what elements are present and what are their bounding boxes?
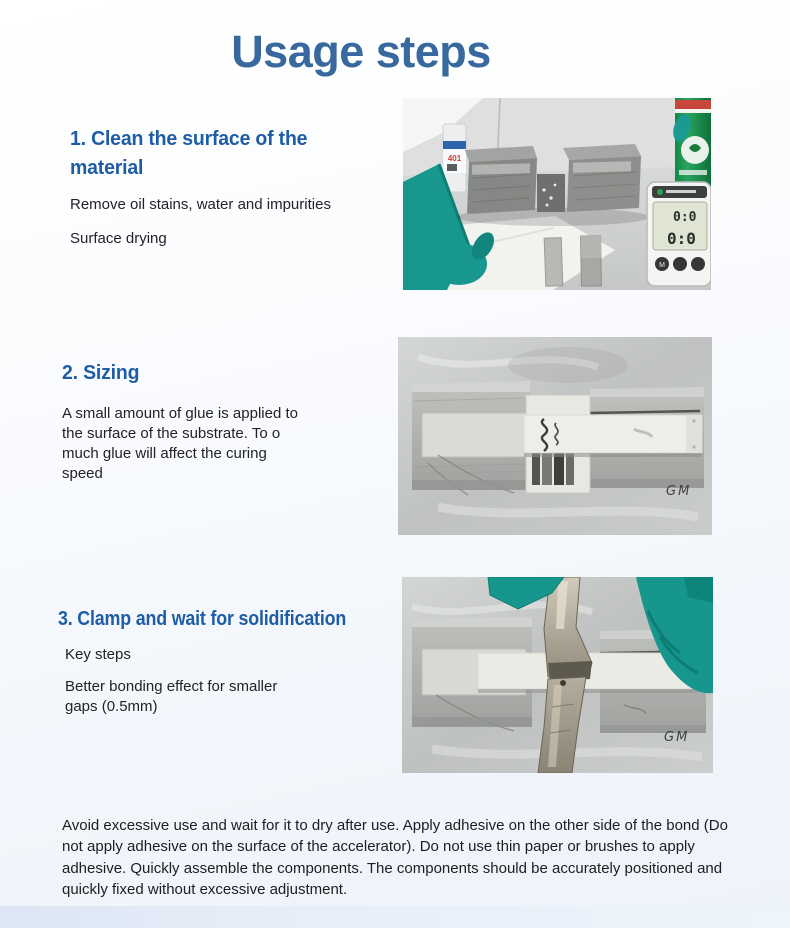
timer-button [691, 257, 705, 271]
step-2-text-block [62, 358, 312, 484]
page-title: Usage steps [231, 26, 491, 77]
glue-debris-gap [537, 174, 565, 212]
bottom-accent-bar [0, 906, 790, 928]
step-1-note: Remove oil stains, water and impurities [70, 196, 331, 214]
step-1-photo [403, 98, 711, 290]
gm-handwritten-mark: GM [666, 484, 692, 499]
usage-warning-paragraph: Avoid excessive use and wait for it to dry after use. Apply adhesive on the other side of the bond (Do not apply adhesive on the surface of the accelerator). Do not use thin paper or brushes to apply adhesive. Quickly assemble the components. The components should be accurately positioned and quickly fixed without excessive adjustment. [62, 817, 728, 898]
step-3-note: Key steps [65, 646, 131, 664]
sizing-scene-illustration [398, 337, 712, 535]
timer-display-row1: 0:0 [673, 210, 697, 225]
spray-can [670, 98, 711, 188]
timer-button [673, 257, 687, 271]
step-3-text-block [58, 604, 418, 717]
step-1-heading: 1. Clean the surface of the material [70, 127, 308, 180]
step-3-heading: 3. Clamp and wait for solidification [58, 607, 347, 630]
step-2-photo [398, 337, 712, 535]
clamping-scene-illustration [402, 577, 713, 773]
timer-display-row2: 0:0 [667, 229, 696, 248]
digital-timer [647, 182, 711, 286]
gm-handwritten-mark: GM [664, 730, 690, 745]
svg-text:M: M [659, 262, 665, 269]
step-3-photo [402, 577, 713, 773]
left-aluminium-block [412, 381, 530, 495]
bonded-strip [524, 415, 702, 457]
bottle-label-401: 401 [447, 154, 462, 163]
step-2-note: A small amount of glue is applied to the surface of the substrate. To o much glue will affect the curing speed [62, 405, 298, 482]
step-1-note: Surface drying [70, 230, 167, 248]
step-2-heading: 2. Sizing [62, 361, 140, 384]
cleaning-scene-illustration [403, 98, 711, 290]
step-1-text-block [70, 124, 382, 249]
step-3-note: Better bonding effect for smaller gaps (0.5mm) [65, 678, 278, 715]
